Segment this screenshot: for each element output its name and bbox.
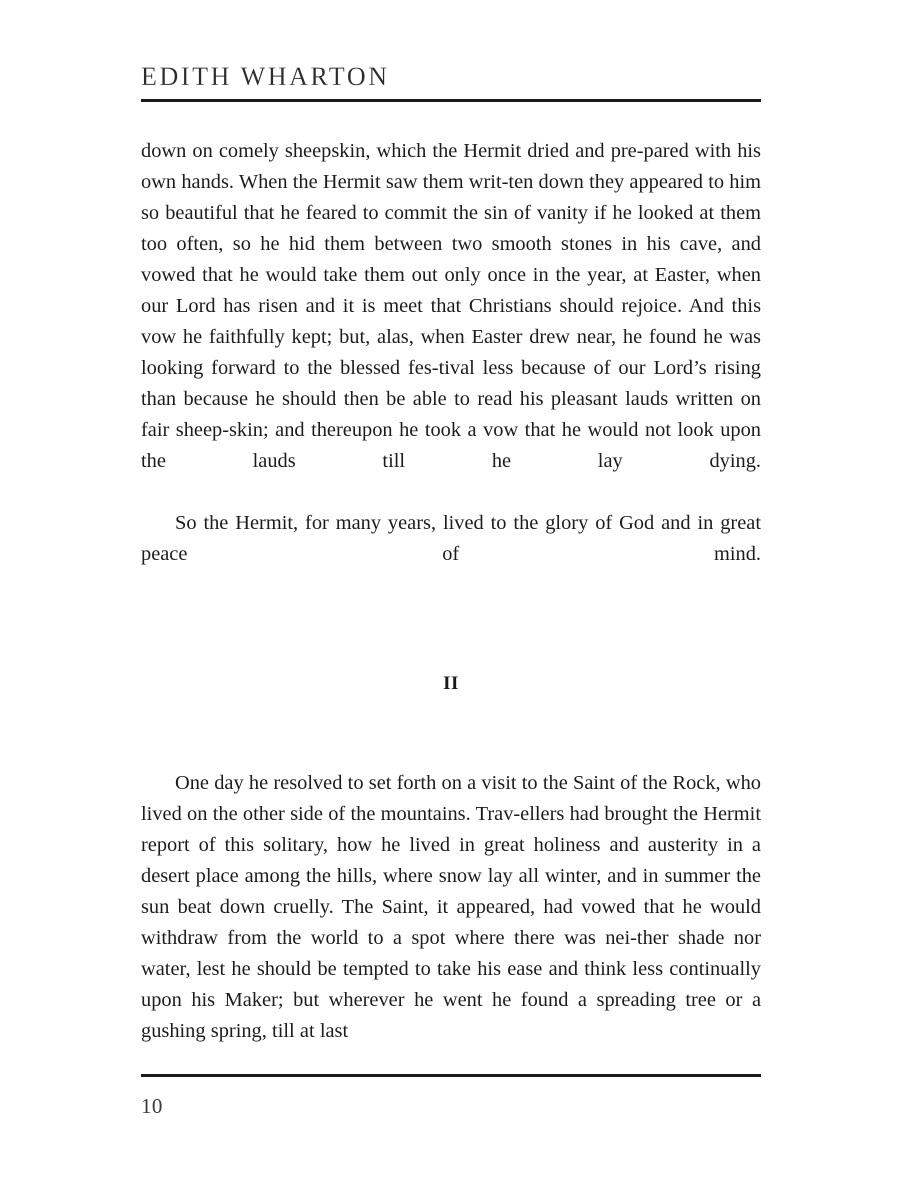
footer-rule <box>141 1074 761 1077</box>
spacer-before-section <box>141 601 761 673</box>
paragraph-so-the-hermit: So the Hermit, for many years, lived to the glory of God and in great peace of mind. <box>141 512 761 565</box>
paragraph-continued: down on comely sheepskin, which the Hermit dried and pre-pared with his own hands. When the Hermit saw them writ-ten down they appeared to him so beautiful that he feared to commit the sin of vanity if he looked at them too often, so he hid them between two smooth stones in his cave, and vowed that he would take them out only once in the year, at Easter, when our Lord has risen and it is meet that Christians should rejoice. And this vow he faithfully kept; but, alas, when Easter drew near, he found he was looking forward to the blessed fes-tival less because of our Lord’s rising than because he should then be able to read his pleasant lauds written on fair sheep-skin; and thereupon he took a vow that he would not look upon the lauds till he lay dying. <box>141 140 761 472</box>
body-text-column <box>141 136 761 1047</box>
running-head-title: EDITH WHARTON <box>141 62 390 91</box>
page-content-column <box>141 0 761 1200</box>
paragraph-one-day: One day he resolved to set forth on a visit to the Saint of the Rock, who lived on the other side of the mountains. Trav-ellers had brought the Hermit report of this solitary, how he lived in great holiness and austerity in a desert place among the hills, where snow lay all winter, and in summer the sun beat down cruelly. The Saint, it appeared, had vowed that he would withdraw from the world to a spot where there was nei-ther shade nor water, lest he should be tempted to take his ease and think less continually upon his Maker; but wherever he went he found a spreading tree or a gushing spring, till at last <box>141 772 761 1042</box>
running-head <box>141 62 761 92</box>
page-number: 10 <box>141 1094 163 1118</box>
header-rule <box>141 99 761 102</box>
spacer-after-section <box>141 695 761 768</box>
section-number-heading: II <box>443 673 459 694</box>
